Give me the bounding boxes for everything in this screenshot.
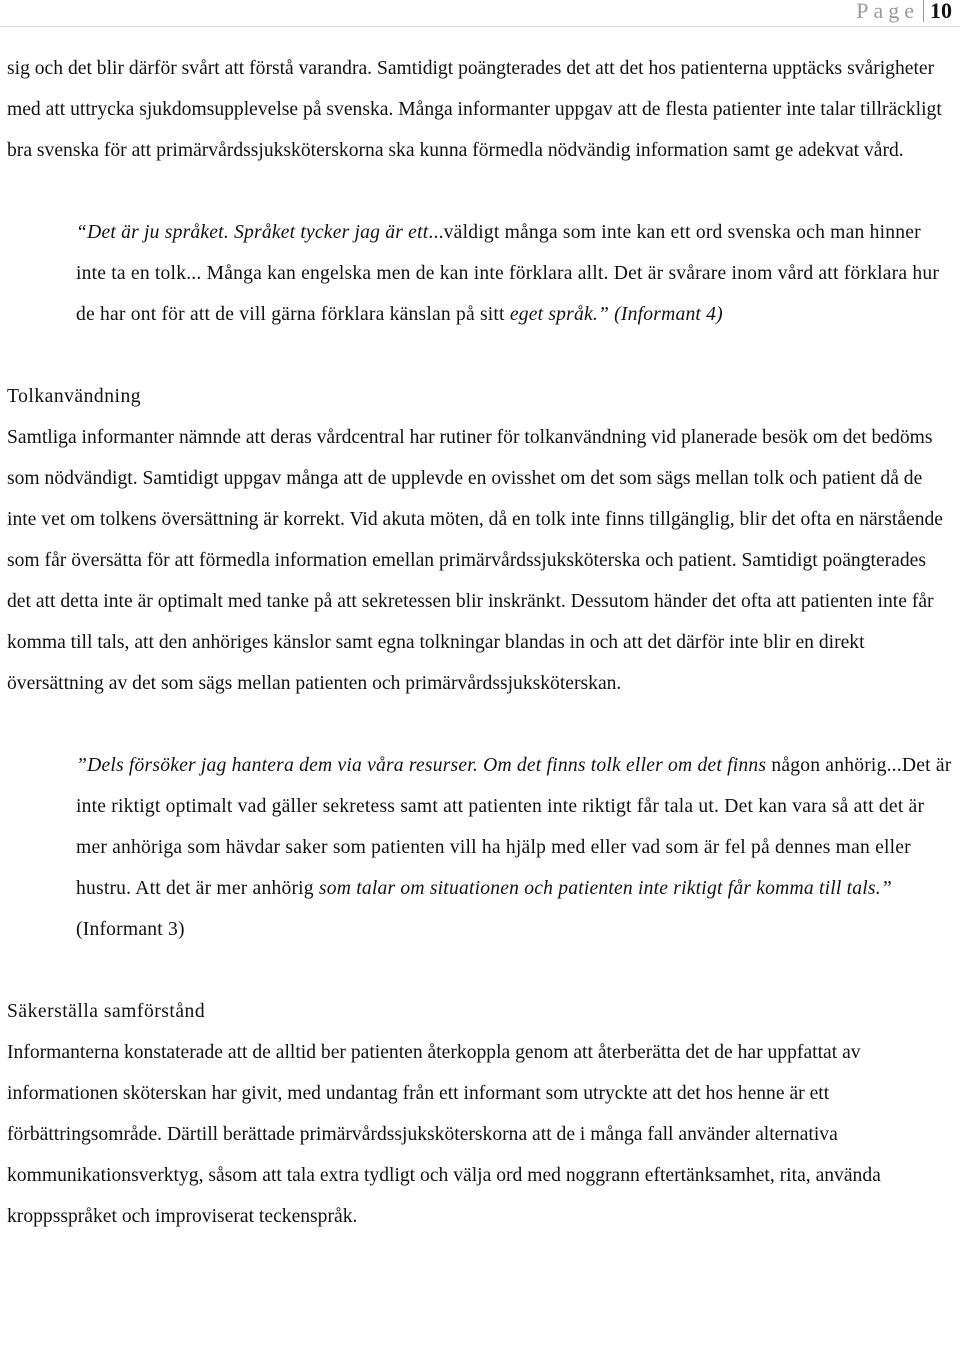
quote-italic-start: ”Dels försöker jag hantera dem via våra resurser. Om det finns tolk eller om det finns [76,755,767,776]
quote-informant-3 [76,745,953,950]
header-rule [0,26,960,27]
paragraph-samforstand: Informanterna konstaterade att de alltid ber patienten återkoppla genom att återberätta det de har uppfattat av informationen sköterskan har givit, med undantag från ett informant som utryckte att det hos henne är ett förbättringsområde. Därtill berättade primärvårdssjuksköterskorna att de i många fall använder alternativa kommunikationsverktyg, såsom att tala extra tydligt och välja ord med noggrann eftertänksamhet, rita, använda kroppsspråket och improviserat teckenspråk. [7,1042,881,1227]
quote-italic-end: som talar om situationen och patienten inte riktigt får komma till tals.” [318,878,892,899]
header-separator [923,0,924,22]
page-label: Page [856,0,919,23]
quote-informant-4 [76,212,953,335]
quote-attribution: (Informant 3) [76,919,185,940]
page-header [856,0,952,22]
paragraph-intro: sig och det blir därför svårt att förstå varandra. Samtidigt poängterades det att det hos patienterna upptäcks svårigheter med att uttrycka sjukdomsupplevelse på svenska. Många informanter uppgav att de flesta patienter inte talar tillräckligt bra svenska för att primärvårdssjuksköterskorna ska kunna förmedla nödvändig information samt ge adekvat vård. [7,58,942,161]
section-heading-tolkanvandning: Tolkanvändning [7,386,142,407]
quote-text: ...väldigt många som inte kan ett ord svenska och man hinner inte ta en tolk... Många kan engelska men de kan inte förklara allt. Det är svårare inom vård att förklara hur de har ont för att de vill gärna förklara känslan på sitt [76,222,940,325]
page-number: 10 [930,0,952,23]
section-heading-samforstand: Säkerställa samförstånd [7,1001,206,1022]
quote-text: någon anhörig...Det är inte riktigt optimalt vad gäller sekretess samt att patienten inte riktigt får tala ut. Det kan vara så att det är mer anhöriga som hävdar saker som patienten vill ha hjälp med eller vad som är fel på dennes man eller hustru. Att det är mer anhörig [76,755,952,899]
quote-italic-end: eget språk.” (Informant 4) [509,304,723,325]
quote-italic-start: “Det är ju språket. Språket tycker jag är ett [76,222,429,243]
document-body [7,48,953,1237]
paragraph-tolkanvandning: Samtliga informanter nämnde att deras vårdcentral har rutiner för tolkanvändning vid planerade besök om det bedöms som nödvändigt. Samtidigt uppgav många att de upplevde en ovisshet om det som sägs mellan tolk och patient då de inte vet om tolkens översättning är korrekt. Vid akuta möten, då en tolk inte finns tillgänglig, blir det ofta en närstående som får översätta för att förmedla information emellan primärvårdssjuksköterska och patient. Samtidigt poängterades det att detta inte är optimalt med tanke på att sekretessen blir inskränkt. Dessutom händer det ofta att patienten inte får komma till tals, att den anhöriges känslor samt egna tolkningar blandas in och att det därför inte blir en direkt översättning av det som sägs mellan patienten och primärvårdssjuksköterskan. [7,427,944,694]
